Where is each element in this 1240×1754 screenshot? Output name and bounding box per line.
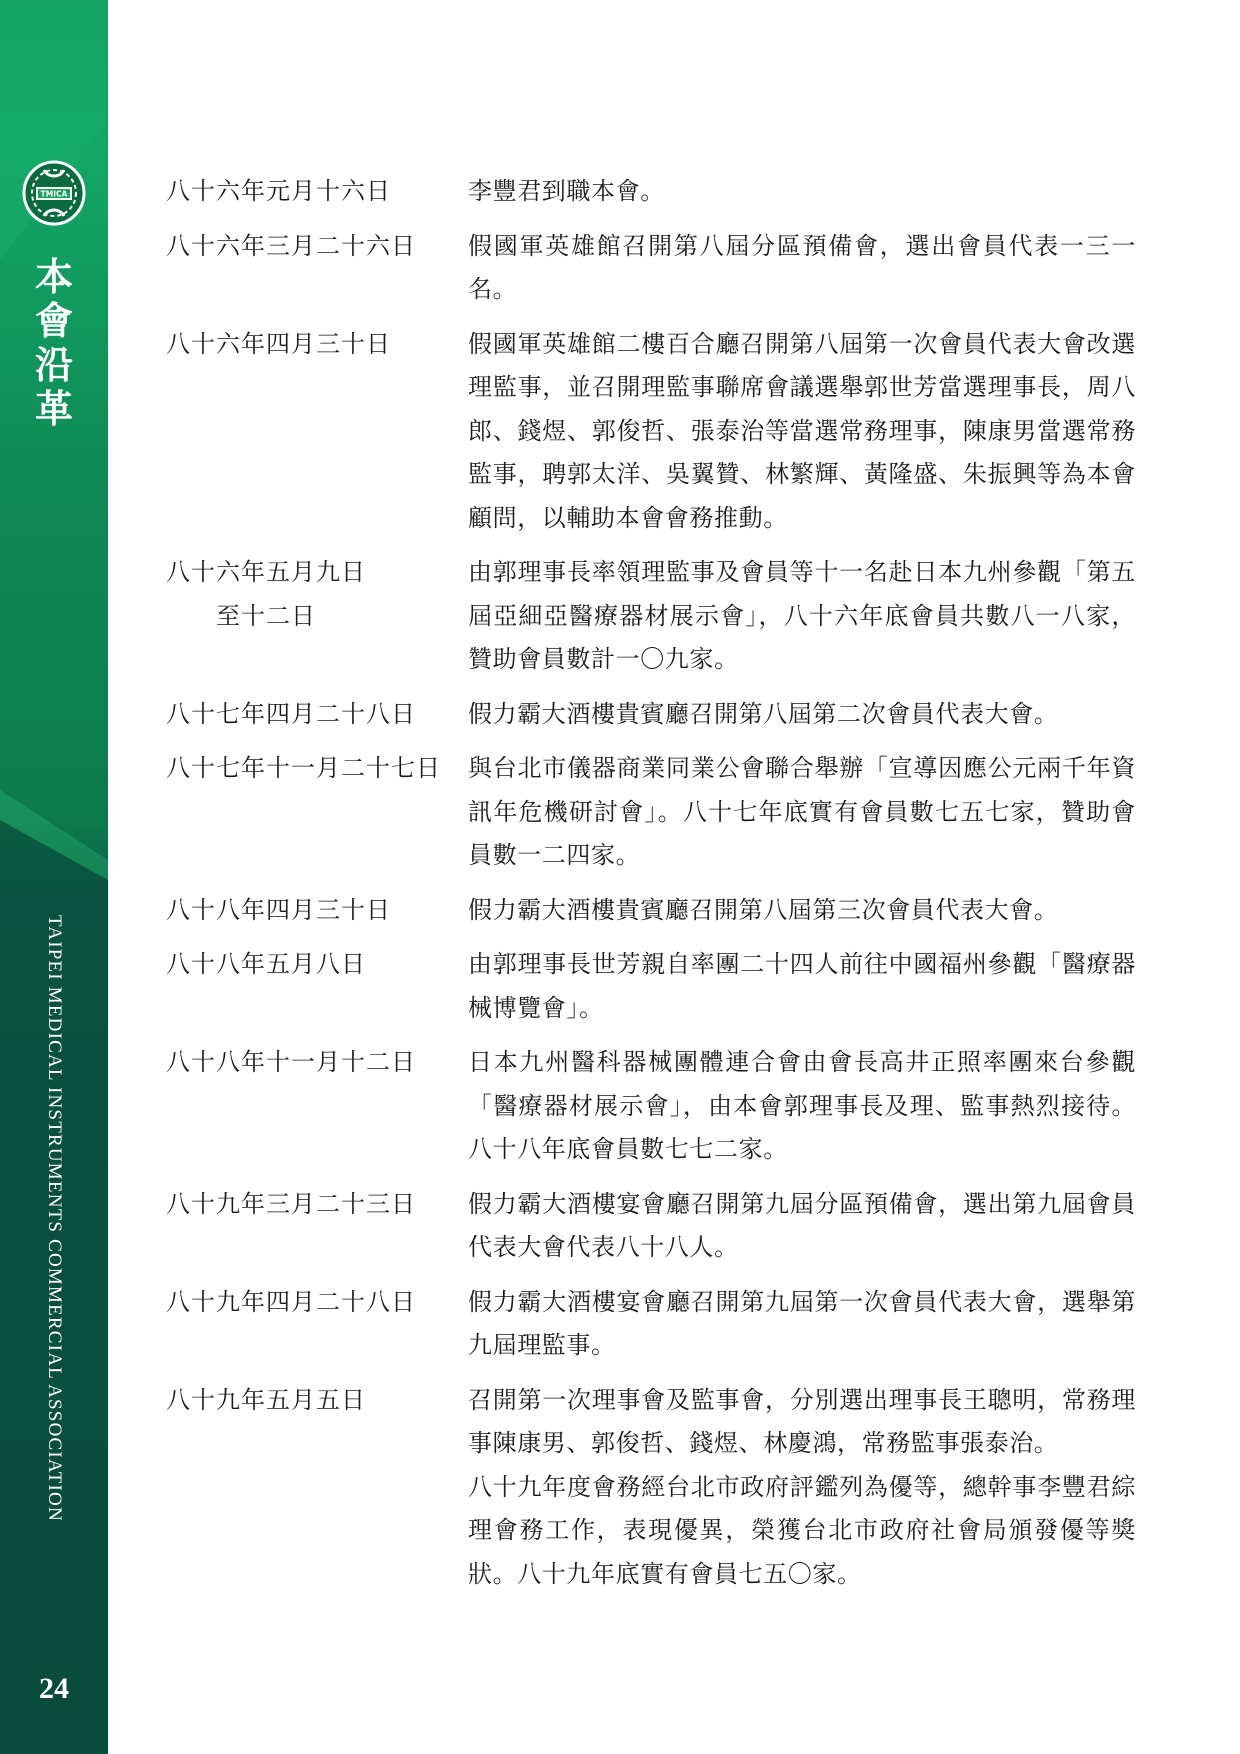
- entry-date: 八十八年四月三十日: [166, 895, 391, 924]
- entry-date: 八十六年五月九日 至十二日: [166, 551, 468, 682]
- entry-description: 假國軍英雄館二樓百合廳召開第八屆第一次會員代表大會改選理監事，並召開理監事聯席會議選舉郭世芳當選理事長，周八郎、錢煜、郭俊哲、張泰治等當選常務理事，陳康男當選常務監事，聘郭太洋、吳翼贊、林繁輝、黃隆盛、朱振興等為本會顧問，以輔助本會會務推動。: [468, 329, 1136, 532]
- timeline-entry: [166, 1183, 1136, 1270]
- timeline-entry: [166, 1281, 1136, 1368]
- entry-description: 與台北市儀器商業同業公會聯合舉辦「宣導因應公元兩千年資訊年危機研討會」。八十七年底實有會員數七五七家，贊助會員數一二四家。: [468, 754, 1136, 869]
- timeline-entry: [166, 225, 1136, 312]
- timeline: [166, 170, 1136, 1607]
- page-number: 24: [39, 1672, 69, 1705]
- section-title: 本 會 沿 革: [34, 254, 73, 431]
- entry-date: 八十六年三月二十六日: [166, 231, 416, 260]
- entry-description: 李豐君到職本會。: [468, 177, 665, 205]
- timeline-entry: [166, 693, 1136, 737]
- entry-description: 假國軍英雄館召開第八屆分區預備會，選出會員代表一三一名。: [468, 231, 1136, 303]
- entry-description: 召開第一次理事會及監事會，分別選出理事長王聰明，常務理事陳康男、郭俊哲、錢煜、林慶鴻，常務監事張泰治。 八十九年度會務經台北市政府評鑑列為優等，總幹事李豐君綜理會務工作，表現優異，榮獲台北市政府社會局頒發優等獎狀。八十九年底實有會員七五〇家。: [468, 1385, 1136, 1588]
- timeline-entry: [166, 889, 1136, 933]
- entry-date: 八十七年四月二十八日: [166, 699, 416, 728]
- entry-date: 八十六年元月十六日: [166, 177, 391, 205]
- timeline-entry: [166, 323, 1136, 541]
- svg-text:TMICA: TMICA: [40, 189, 68, 199]
- entry-description: 由郭理事長世芳親自率團二十四人前往中國福州參觀「醫療器械博覽會」。: [468, 950, 1136, 1022]
- timeline-entry: [166, 1041, 1136, 1172]
- entry-date: 八十九年三月二十三日: [166, 1189, 416, 1218]
- association-name: TAIPEI MEDICAL INSTRUMENTS COMMERCIAL ASSOCIATION: [44, 915, 65, 1522]
- entry-date: 八十九年四月二十八日: [166, 1287, 416, 1316]
- entry-date: 八十九年五月五日: [166, 1385, 366, 1414]
- entry-description: 假力霸大酒樓宴會廳召開第九屆分區預備會，選出第九屆會員代表大會代表八十八人。: [468, 1189, 1136, 1261]
- entry-description: 假力霸大酒樓宴會廳召開第九屆第一次會員代表大會，選舉第九屆理監事。: [468, 1287, 1136, 1359]
- timeline-entry: [166, 943, 1136, 1030]
- entry-date: 八十七年十一月二十七日: [166, 754, 441, 782]
- entry-date: 八十六年四月三十日: [166, 329, 391, 358]
- sidebar: [0, 0, 108, 1754]
- association-logo-icon: [22, 160, 86, 226]
- entry-description: 假力霸大酒樓貴賓廳召開第八屆第二次會員代表大會。: [468, 699, 1059, 728]
- timeline-entry: [166, 747, 1136, 878]
- entry-date: 八十八年十一月十二日: [166, 1048, 416, 1076]
- entry-description: 日本九州醫科器械團體連合會由會長高井正照率團來台參觀「醫療器材展示會」，由本會郭理事長及理、監事熱烈接待。八十八年底會員數七七二家。: [468, 1048, 1136, 1163]
- timeline-entry: [166, 551, 1136, 682]
- timeline-entry: [166, 1379, 1136, 1597]
- entry-description: 由郭理事長率領理監事及會員等十一名赴日本九州參觀「第五屆亞細亞醫療器材展示會」，八十六年底會員共數八一八家，贊助會員數計一〇九家。: [468, 558, 1136, 673]
- entry-date-end: 至十二日: [216, 601, 316, 630]
- timeline-entry: [166, 170, 1136, 214]
- entry-date: 八十八年五月八日: [166, 950, 366, 978]
- entry-description: 假力霸大酒樓貴賓廳召開第八屆第三次會員代表大會。: [468, 895, 1059, 924]
